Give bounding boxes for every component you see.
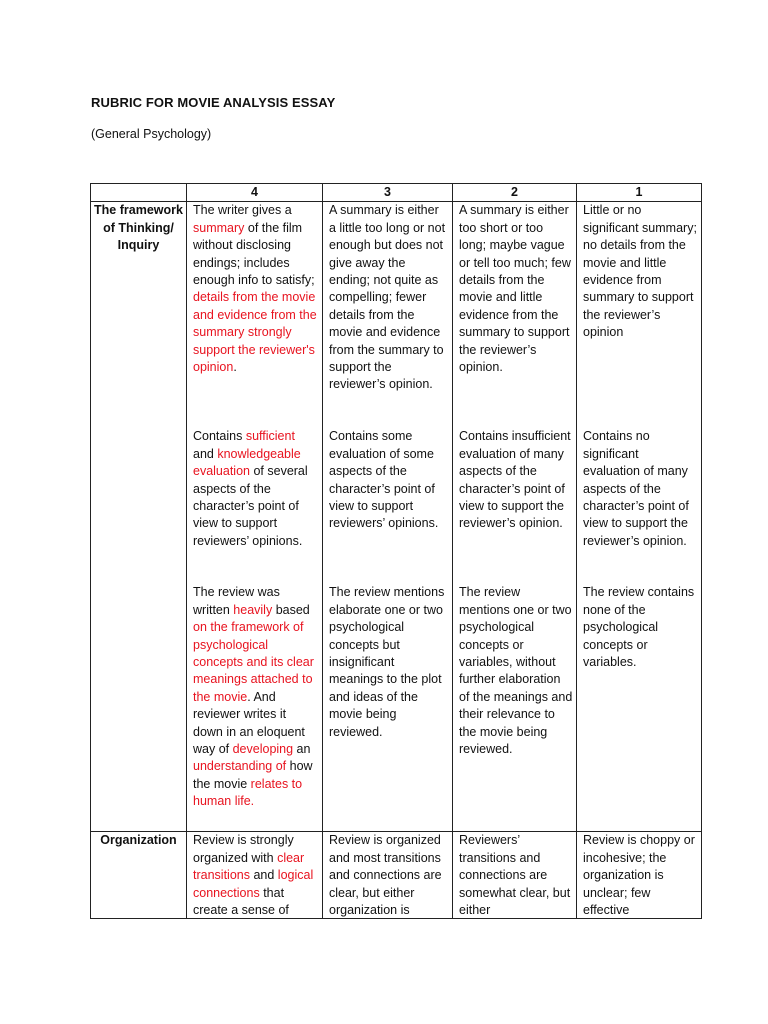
highlighted-text: on the framework of psychological concepts and its clear meanings attached to the movie — [193, 620, 314, 704]
framework-4-summary — [193, 202, 319, 376]
cell-framework-2 — [453, 202, 577, 832]
header-score-4: 4 — [187, 184, 323, 202]
body-text: based — [272, 602, 310, 617]
highlighted-text: clear transitions — [193, 850, 305, 883]
document-subtitle: (General Psychology) — [91, 127, 212, 141]
body-text: and — [193, 446, 218, 461]
organization-2-text: Reviewers’ transitions and connections are somewhat clear, but either — [459, 833, 571, 918]
body-text: The review was written — [193, 585, 280, 617]
header-score-3: 3 — [323, 184, 453, 202]
body-text: an — [293, 742, 311, 757]
body-text: . And reviewer writes it down in an eloquent way of — [193, 689, 305, 757]
header-score-1: 1 — [577, 184, 702, 202]
framework-2-evaluation: Contains insufficient evaluation of many aspects of the character’s point of view to support the reviewer’s opinion. — [459, 429, 571, 531]
table-row — [91, 832, 702, 919]
framework-3-summary: A summary is either a little too long or not enough but does not give away the ending; not quite as compelling; fewer details from the movie and evidence from the summary to support the reviewer’s opinion. — [329, 203, 446, 392]
cell-organization-4 — [187, 832, 323, 919]
criterion-framework: The framework of Thinking/ Inquiry — [91, 202, 187, 832]
organization-1-text: Review is choppy or incohesive; the organization is unclear; few effective — [583, 833, 695, 918]
highlighted-text: sufficient — [245, 429, 295, 444]
body-text: of several aspects of the character’s point of view to support reviewers’ opinions. — [193, 464, 308, 548]
framework-3-concepts: The review mentions elaborate one or two psychological concepts but insignificant meanings to the plot and ideas of the movie being reviewed. — [329, 585, 445, 739]
body-text: Contains — [193, 429, 246, 444]
table-row — [91, 202, 702, 832]
header-criterion — [91, 184, 187, 202]
body-text: how the movie — [193, 759, 313, 791]
highlighted-text: summary — [193, 220, 245, 235]
body-text: The writer gives a — [193, 203, 292, 218]
framework-4-concepts — [193, 584, 319, 810]
framework-3-evaluation: Contains some evaluation of some aspects of the character’s point of view to support reviewers’ opinions. — [329, 429, 439, 531]
cell-framework-4 — [187, 202, 323, 832]
framework-1-evaluation: Contains no significant evaluation of many aspects of the character’s point of view to support the reviewer’s opinion. — [583, 429, 689, 548]
framework-4-evaluation — [193, 428, 319, 550]
header-score-2: 2 — [453, 184, 577, 202]
body-text: . — [233, 360, 237, 375]
framework-2-summary: A summary is either too short or too long; maybe vague or tell too much; few details from the movie and little evidence from the summary to support the reviewer’s opinion. — [459, 203, 571, 375]
highlighted-text: heavily — [233, 602, 273, 617]
document-title: RUBRIC FOR MOVIE ANALYSIS ESSAY — [91, 95, 336, 110]
rubric-table — [90, 183, 702, 919]
highlighted-text: understanding of — [193, 759, 287, 774]
framework-1-concepts: The review contains none of the psychological concepts or variables. — [583, 585, 695, 670]
framework-2-concepts: The review mentions one or two psychological concepts or variables, without further elaboration of the meanings and their relevance to the movie being reviewed. — [459, 585, 573, 757]
highlighted-text: details from the movie and evidence from the summary strongly support the reviewer's opinion — [193, 290, 317, 375]
cell-framework-1 — [577, 202, 702, 832]
highlighted-text: developing — [232, 742, 294, 757]
highlighted-text: knowledgeable evaluation — [193, 446, 301, 479]
cell-organization-3 — [323, 832, 453, 919]
highlighted-text: relates to human life. — [193, 776, 303, 809]
framework-1-summary: Little or no significant summary; no details from the movie and little evidence from summary to support the reviewer’s opinion — [583, 203, 697, 340]
cell-organization-2 — [453, 832, 577, 919]
cell-framework-3 — [323, 202, 453, 832]
header-row — [91, 184, 702, 202]
body-text: and — [249, 868, 278, 883]
highlighted-text: logical connections — [193, 868, 314, 900]
body-text: Review is strongly organized with — [193, 833, 294, 865]
organization-4-text — [193, 832, 319, 918]
criterion-organization: Organization — [91, 832, 187, 919]
cell-organization-1 — [577, 832, 702, 919]
organization-3-text: Review is organized and most transitions and connections are clear, but either organization is — [329, 833, 442, 918]
body-text: that create a sense of — [193, 885, 289, 918]
body-text: of the film without disclosing endings; includes enough info to satisfy; — [193, 220, 315, 288]
